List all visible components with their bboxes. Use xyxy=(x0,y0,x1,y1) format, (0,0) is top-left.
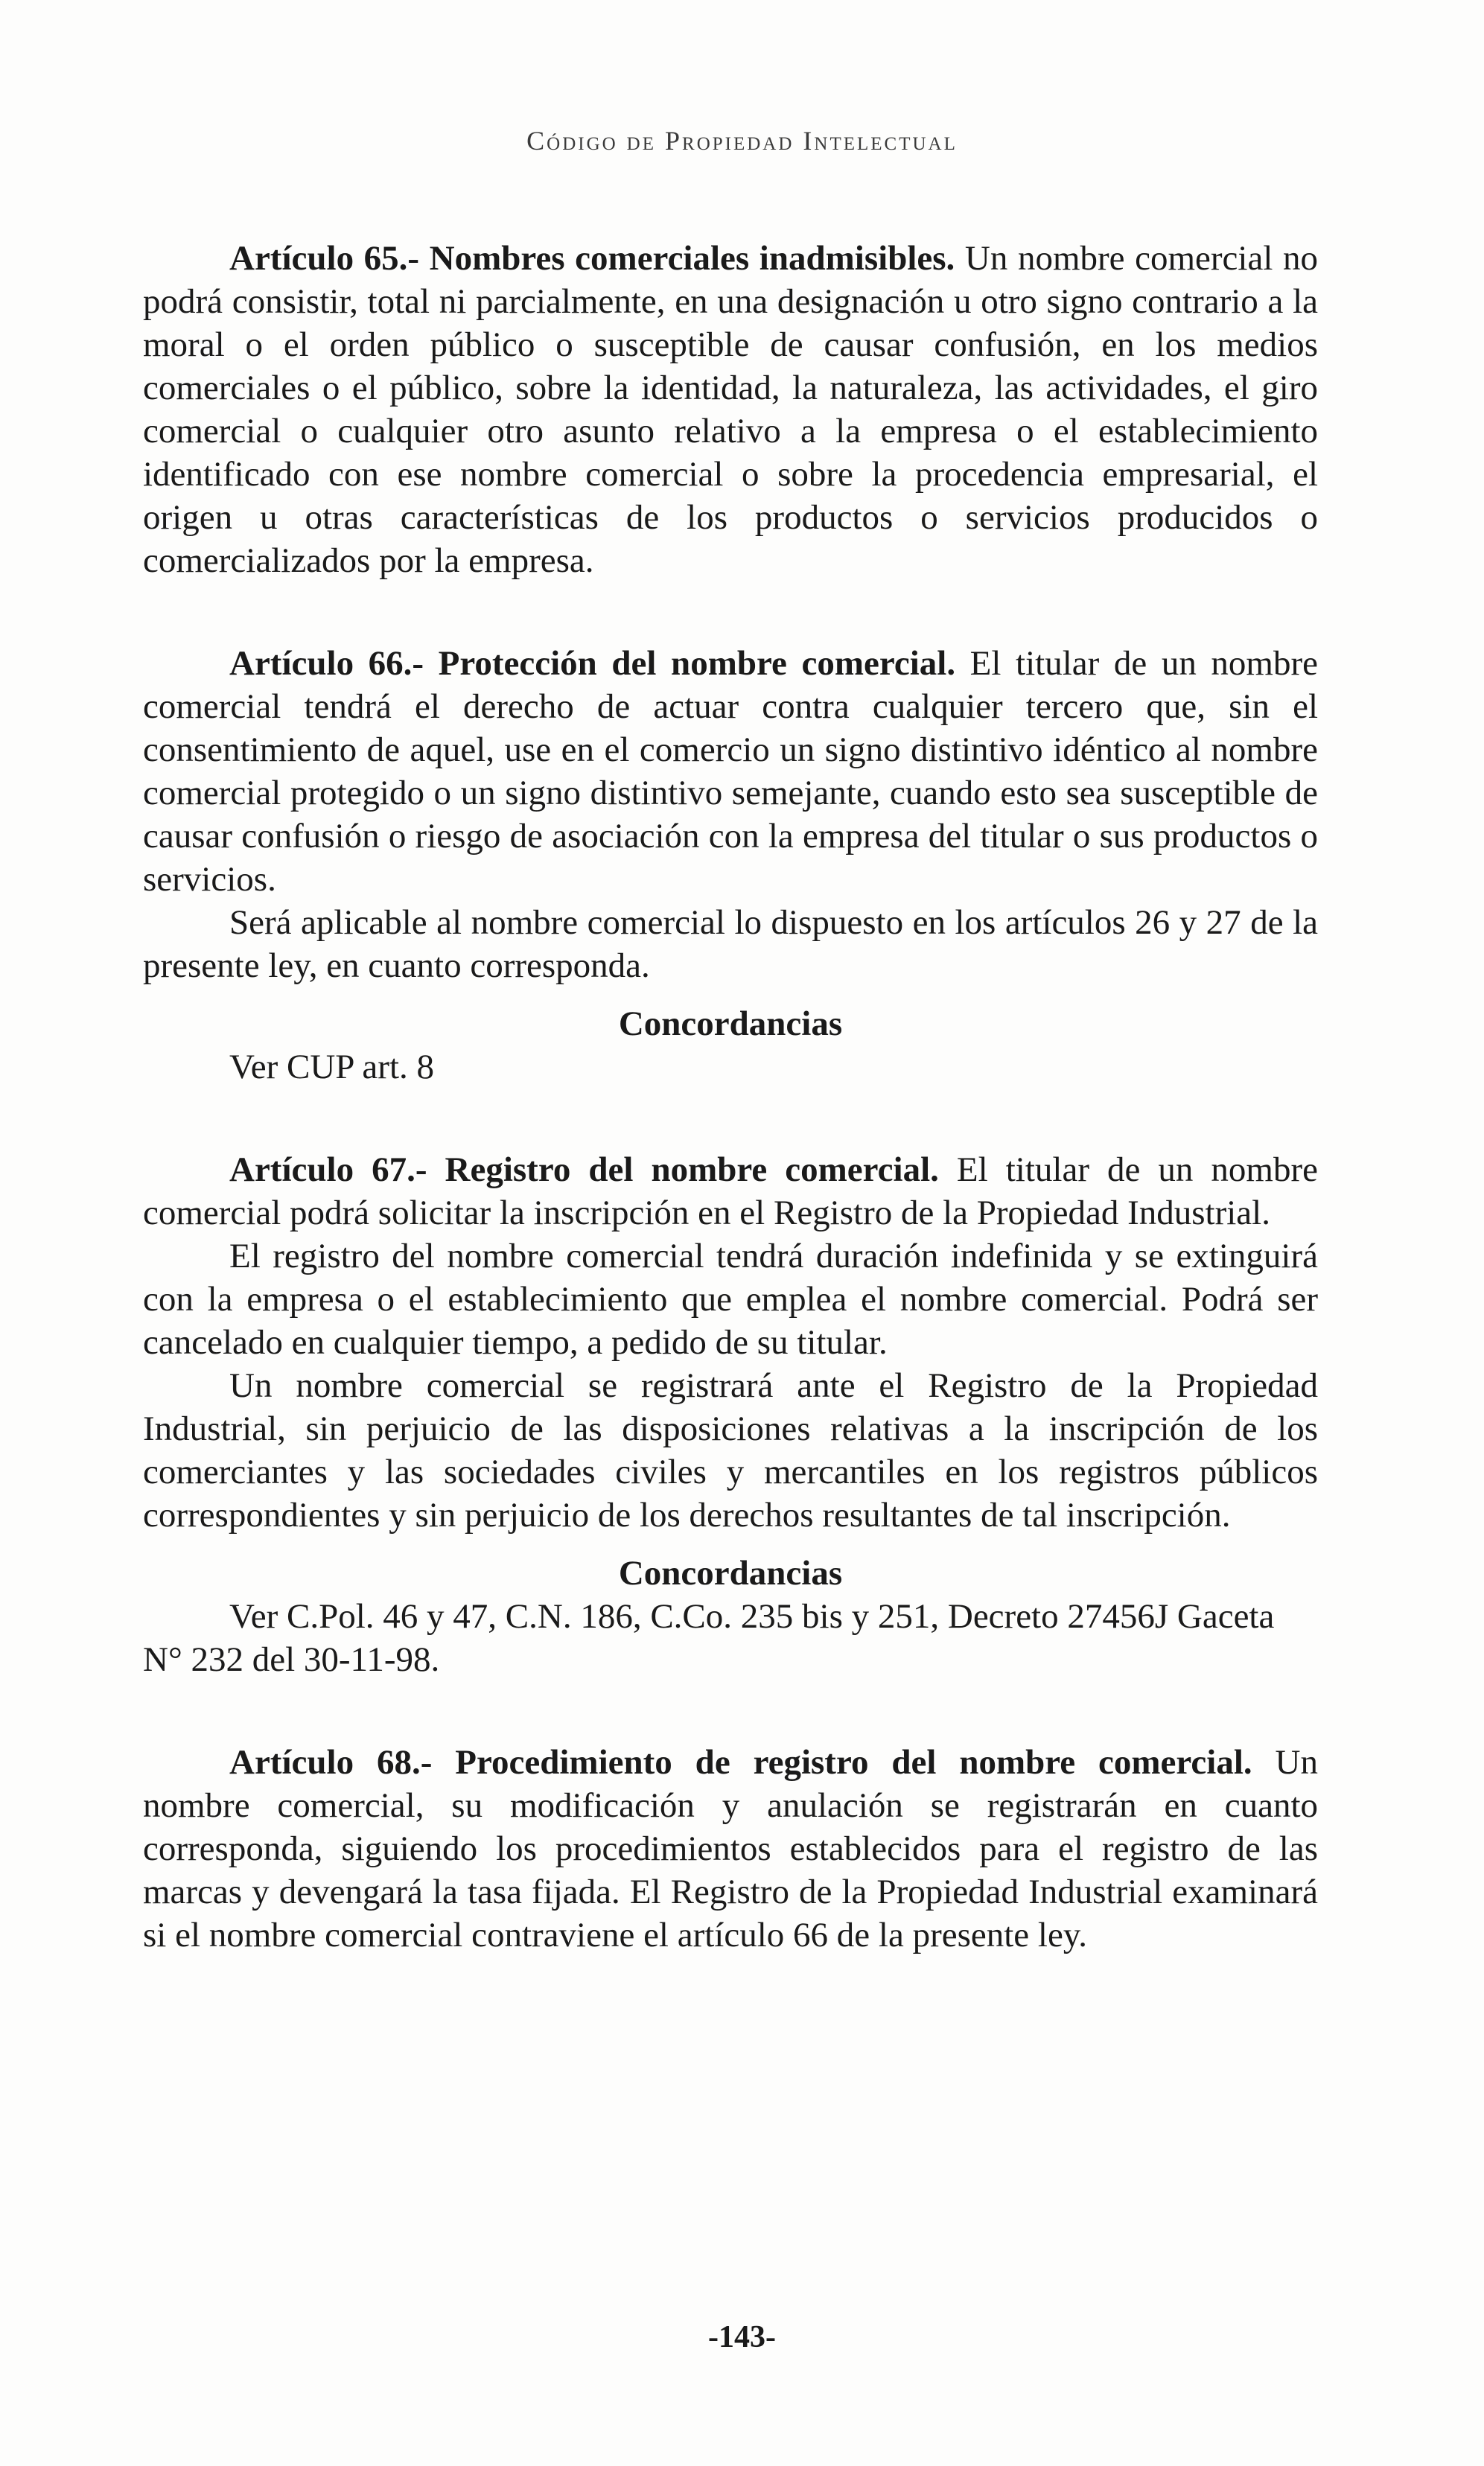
article-67-paragraph-2: El registro del nombre comercial tendrá duración indefinida y se extinguirá con la empresa o el establecimiento que emplea el nombre comercial. Podrá ser cancelado en cualquier tiempo, a pedido de su titular. xyxy=(143,1237,1318,1362)
article-67-paragraph-1 xyxy=(143,1148,1318,1234)
article-65 xyxy=(143,237,1318,582)
running-header: Código de Propiedad Intelectual xyxy=(526,126,958,156)
article-67-paragraph-3: Un nombre comercial se registrará ante el Registro de la Propiedad Industrial, sin perjuicio de las disposiciones relativas a la inscripción de los comerciantes y las sociedades civiles y mercantiles en los registros públicos correspondientes y sin perjuicio de los derechos resultantes de tal inscripción. xyxy=(143,1366,1318,1535)
article-66-paragraph-1 xyxy=(143,642,1318,901)
article-66-concordancias xyxy=(143,1002,1318,1089)
page-body xyxy=(143,237,1318,2016)
article-66 xyxy=(143,642,1318,987)
article-67-concordancias xyxy=(143,1552,1318,1681)
article-66-text-1: El titular de un nombre comercial tendrá el derecho de actuar contra cualquier tercero que, sin el consentimiento de aquel, use en el comercio un signo distintivo idéntico al nombre comercial protegido o un signo distintivo semejante, cuando esto sea susceptible de causar confusión o riesgo de asociación con la empresa del titular o sus productos o servicios. xyxy=(143,644,1318,899)
article-68 xyxy=(143,1741,1318,1957)
article-68-title: Artículo 68.- Procedimiento de registro del nombre comercial. xyxy=(229,1743,1252,1782)
concordancias-text: Ver C.Pol. 46 y 47, C.N. 186, C.Co. 235 bis y 251, Decreto 27456J Gaceta N° 232 del 30-11-98. xyxy=(143,1597,1275,1679)
concordancias-heading: Concordancias xyxy=(618,1554,843,1593)
article-68-text-1: Un nombre comercial, su modificación y anulación se registrarán en cuanto corresponda, siguiendo los procedimientos establecidos para el registro de las marcas y devengará la tasa fijada. El Registro de la Propiedad Industrial examinará si el nombre comercial contraviene el artículo 66 de la presente ley. xyxy=(143,1743,1318,1954)
article-67-title: Artículo 67.- Registro del nombre comercial. xyxy=(229,1150,939,1189)
article-66-title: Artículo 66.- Protección del nombre comercial. xyxy=(229,644,956,683)
page-number: -143- xyxy=(708,2320,776,2354)
article-68-paragraph-1 xyxy=(143,1741,1318,1957)
article-65-paragraph-1 xyxy=(143,237,1318,582)
article-67-text-1: El titular de un nombre comercial podrá solicitar la inscripción en el Registro de la Propiedad Industrial. xyxy=(143,1150,1318,1232)
article-67 xyxy=(143,1148,1318,1537)
concordancias-heading: Concordancias xyxy=(618,1004,843,1043)
concordancias-text: Ver CUP art. 8 xyxy=(229,1048,435,1086)
article-66-paragraph-2: Será aplicable al nombre comercial lo dispuesto en los artículos 26 y 27 de la presente ley, en cuanto corresponda. xyxy=(143,903,1318,985)
article-65-text-1: Un nombre comercial no podrá consistir, total ni parcialmente, en una designación u otro signo contrario a la moral o el orden público o susceptible de causar confusión, en los medios comerciales o el público, sobre la identidad, la naturaleza, las actividades, el giro comercial o cualquier otro asunto relativo a la empresa o el establecimiento identificado con ese nombre comercial o sobre la procedencia empresarial, el origen u otras características de los productos o servicios producidos o comercializados por la empresa. xyxy=(143,239,1318,580)
article-65-title: Artículo 65.- Nombres comerciales inadmisibles. xyxy=(229,239,955,278)
